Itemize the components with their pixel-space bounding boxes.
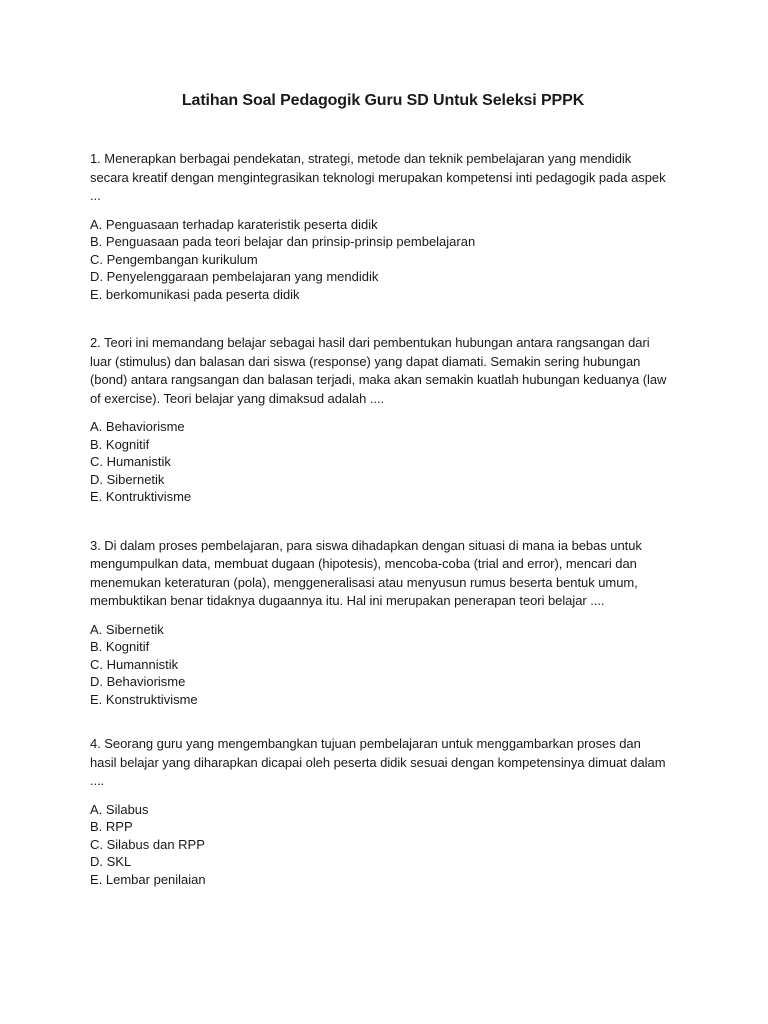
option-d: D. Penyelenggaraan pembelajaran yang mendidik: [90, 269, 379, 284]
option-d: D. SKL: [90, 854, 132, 869]
answer-options: [90, 216, 668, 304]
option-e: E. Lembar penilaian: [90, 871, 206, 887]
question-text: 1. Menerapkan berbagai pendekatan, strategi, metode dan teknik pembelajaran yang mendidik secara kreatif dengan mengintegrasikan teknologi merupakan kompetensi inti pedagogik pada aspek ...: [90, 151, 666, 203]
question-2: [90, 334, 668, 506]
option-e: E. Kontruktivisme: [90, 489, 192, 504]
option-b: B. Kognitif: [90, 639, 150, 654]
option-c: C. Humannistik: [90, 656, 179, 672]
question-text: 4. Seorang guru yang mengembangkan tujuan pembelajaran untuk menggambarkan proses dan hasil belajar yang diharapkan dicapai oleh peserta didik sesuai dengan kompetensinya dimuat dalam ....: [90, 736, 666, 788]
option-e: E. Konstruktivisme: [90, 691, 198, 707]
option-c: C. Pengembangan kurikulum: [90, 251, 258, 267]
question-text: 3. Di dalam proses pembelajaran, para siswa dihadapkan dengan situasi di mana ia bebas untuk mengumpulkan data, membuat dugaan (hipotesis), mencoba-coba (trial and error), mencari dan menemukan keteraturan (pola), menggeneralisasi atau menyusun rumus beserta bentuk umum, membuktikan benar tidaknya dugaannya itu. Hal ini merupakan penerapan teori belajar ....: [90, 537, 642, 608]
question-1: [90, 150, 668, 303]
option-b: B. RPP: [90, 819, 133, 834]
question-3: [90, 537, 668, 709]
answer-options: [90, 801, 668, 889]
answer-options: [90, 418, 668, 506]
document-title: Latihan Soal Pedagogik Guru SD Untuk Seleksi PPPK: [181, 92, 585, 109]
option-a: A. Sibernetik: [90, 621, 164, 637]
option-c: C. Silabus dan RPP: [90, 836, 205, 852]
option-c: C. Humanistik: [90, 454, 171, 469]
answer-options: [90, 621, 668, 709]
option-e: E. berkomunikasi pada peserta didik: [90, 286, 300, 302]
option-a: A. Silabus: [90, 801, 149, 817]
question-text: 2. Teori ini memandang belajar sebagai hasil dari pembentukan hubungan antara rangsangan dari luar (stimulus) dan balasan dari siswa (response) yang dapat diamati. Semakin sering hubungan (bond) antara rangsangan dan balasan terjadi, maka akan semakin kuatlah hubungan keduanya (law of exercise). Teori belajar yang dimaksud adalah ....: [90, 335, 667, 406]
option-a: A. Behaviorisme: [90, 419, 185, 434]
question-4: [90, 735, 668, 888]
option-b: B. Penguasaan pada teori belajar dan prinsip-prinsip pembelajaran: [90, 234, 476, 249]
option-d: D. Sibernetik: [90, 471, 165, 487]
option-a: A. Penguasaan terhadap karateristik peserta didik: [90, 216, 378, 232]
option-d: D. Behaviorisme: [90, 674, 186, 689]
option-b: B. Kognitif: [90, 436, 150, 452]
